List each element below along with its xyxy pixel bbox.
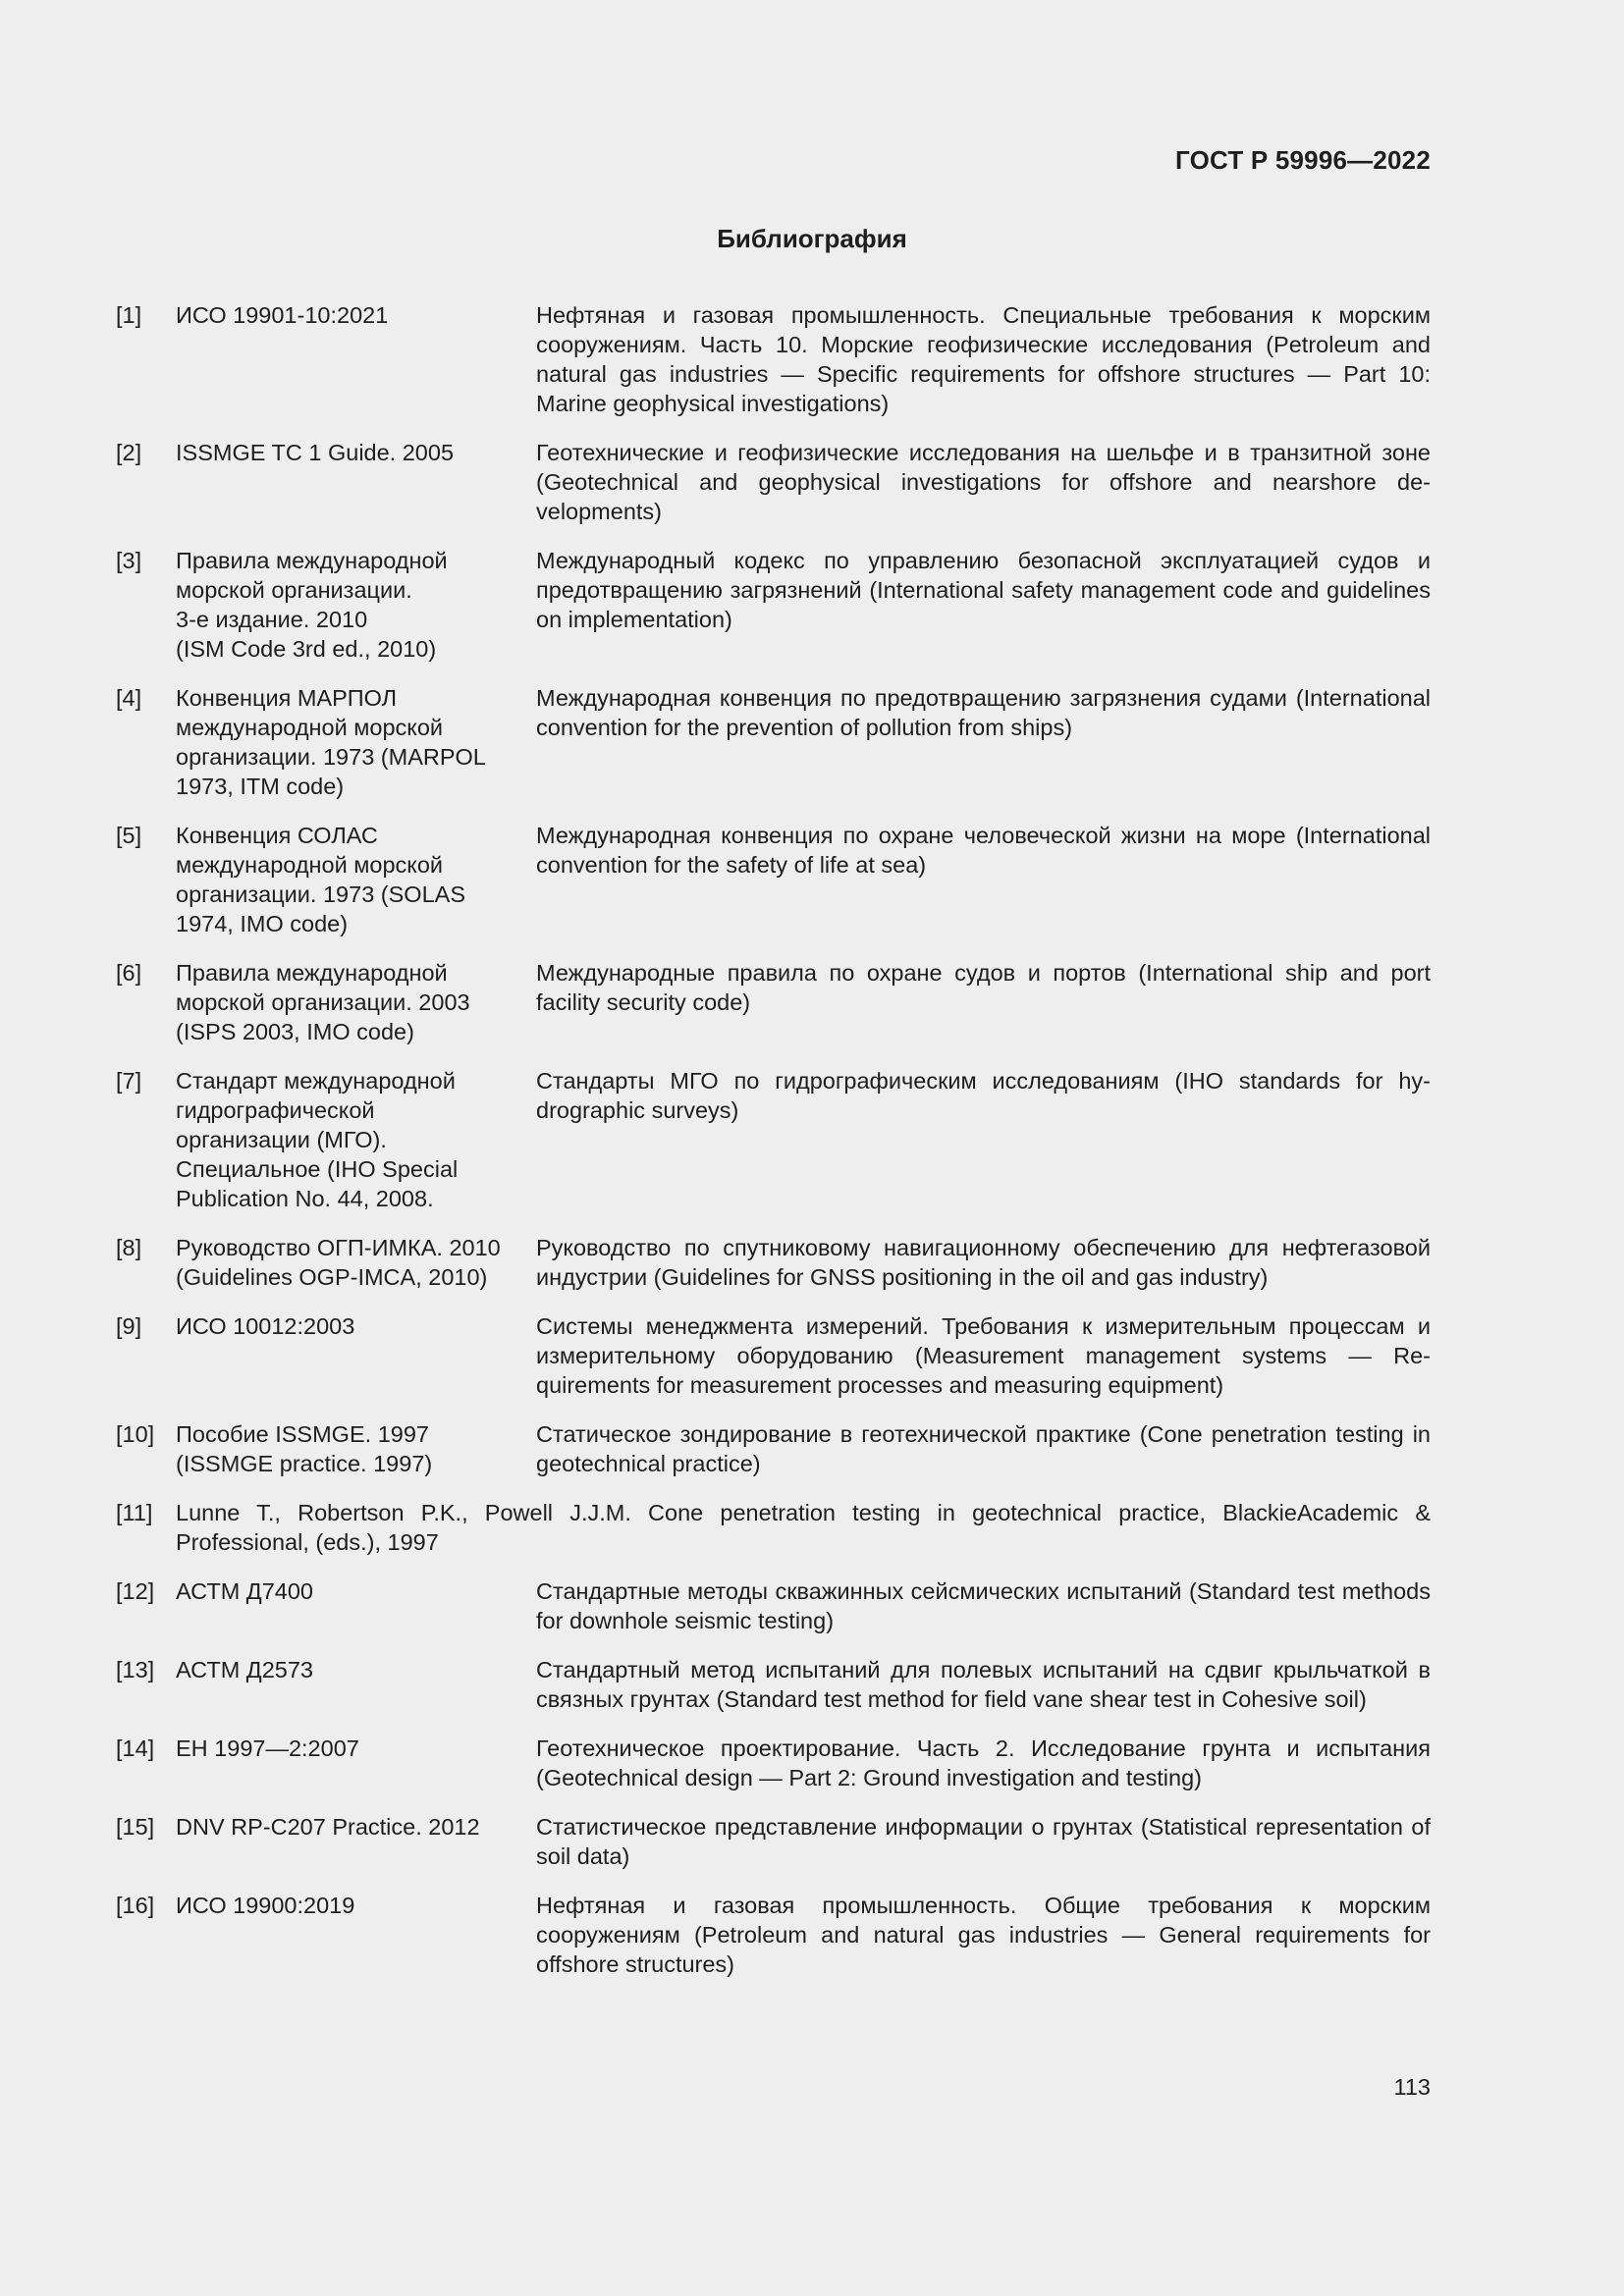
entry-description: Статическое зондирование в геотехнической практике (Cone penetration testing in geotechnical practice) (536, 1421, 1431, 1476)
bib-entry-6 (116, 958, 1431, 1046)
bib-entry-11 (116, 1498, 1431, 1557)
bib-entry-12 (116, 1576, 1431, 1635)
bib-entry-7 (116, 1066, 1431, 1213)
entry-code: ИСО 19901-10:2021 (176, 302, 389, 328)
entry-number: [12] (116, 1578, 155, 1604)
bibliography-list (116, 300, 1431, 1999)
entry-description: Системы менеджмента измерений. Требования к измерительным процессам и измерительному оборудованию (Measurement management systems — Requirements for measurement processes and measuring equipment) (536, 1313, 1431, 1398)
entry-code: Правила международной морской организации. 2003 (ISPS 2003, IMO code) (176, 960, 470, 1044)
entry-description: Международные правила по охране судов и портов (International ship and port facility security code) (536, 960, 1431, 1015)
entry-description: Нефтяная и газовая промышленность. Специальные требования к морским сооружениям. Часть 10. Морские геофизические исследования (Petroleum and natural gas industries — Specific requirements for offshore structures — Part 10: Marine geophysical investigations) (536, 302, 1431, 416)
entry-code: АСТМ Д2573 (176, 1657, 314, 1682)
entry-number: [9] (116, 1313, 142, 1339)
entry-number: [6] (116, 960, 142, 986)
entry-number: [3] (116, 548, 142, 573)
document-code: ГОСТ Р 59996—2022 (1175, 145, 1431, 175)
entry-number: [11] (116, 1500, 153, 1525)
entry-number: [1] (116, 302, 142, 328)
entry-code: ИСО 19900:2019 (176, 1893, 355, 1918)
bib-entry-10 (116, 1419, 1431, 1478)
bib-entry-1 (116, 300, 1431, 418)
entry-number: [14] (116, 1735, 155, 1761)
entry-code: Конвенция СОЛАС международной морской организации. 1973 (SOLAS 1974, IMO code) (176, 823, 465, 936)
entry-description: Статистическое представление информации о грунтах (Statistical representation of soil data) (536, 1814, 1431, 1869)
bib-entry-2 (116, 438, 1431, 526)
bib-entry-16 (116, 1891, 1431, 1979)
bib-entry-15 (116, 1812, 1431, 1871)
entry-description: Руководство по спутниковому навигационному обеспечению для нефтегазовой индустрии (Guidelines for GNSS positioning in the oil and gas industry) (536, 1235, 1431, 1290)
entry-description: Нефтяная и газовая промышленность. Общие требования к морским сооружениям (Petroleum and natural gas industries — General requirements for offshore structures) (536, 1893, 1431, 1977)
entry-description: Геотехническое проектирование. Часть 2. Исследование грунта и испытания (Geotechnical design — Part 2: Ground investigation and testing) (536, 1735, 1431, 1790)
entry-description: Геотехнические и геофизические исследования на шельфе и в транзитной зоне (Geotechnical and geophysical investigations for offshore and nearshore developments) (536, 440, 1431, 524)
entry-number: [10] (116, 1421, 155, 1447)
page-title: Библиография (717, 224, 907, 253)
bib-entry-13 (116, 1655, 1431, 1714)
entry-number: [15] (116, 1814, 155, 1840)
entry-full-reference: Lunne T., Robertson P.K., Powell J.J.M. Cone penetration testing in geotechnical practice, BlackieAcademic & Professional, (eds.), 1997 (176, 1500, 1431, 1555)
entry-number: [5] (116, 823, 142, 848)
entry-description: Международный кодекс по управлению безопасной эксплуатацией судов и предотвращению загрязнений (International safety management code and guidelines on implementation) (536, 548, 1431, 632)
entry-number: [7] (116, 1068, 142, 1094)
entry-number: [13] (116, 1657, 155, 1682)
entry-description: Международная конвенция по предотвращению загрязнения судами (International convention for the prevention of pollution from ships) (536, 685, 1431, 740)
bib-entry-5 (116, 821, 1431, 938)
entry-code: АСТМ Д7400 (176, 1578, 314, 1604)
entry-description: Стандарты МГО по гидрографическим исследованиям (IHO standards for hydrographic surveys) (536, 1068, 1431, 1123)
entry-code: Правила международной морской организации. 3-е издание. 2010 (ISM Code 3rd ed., 2010) (176, 548, 448, 662)
entry-number: [16] (116, 1893, 155, 1918)
page-number: 113 (1393, 2074, 1431, 2100)
entry-description: Стандартные методы скважинных сейсмических испытаний (Standard test methods for downhole seismic testing) (536, 1578, 1431, 1633)
entry-code: ЕН 1997—2:2007 (176, 1735, 359, 1761)
entry-code: Стандарт международной гидрографической организации (МГО). Специальное (IHO Special Publication No. 44, 2008. (176, 1068, 459, 1211)
entry-code: ISSMGE TC 1 Guide. 2005 (176, 440, 455, 465)
bib-entry-14 (116, 1734, 1431, 1792)
entry-code: ИСО 10012:2003 (176, 1313, 355, 1339)
bib-entry-9 (116, 1311, 1431, 1400)
entry-code: Руководство ОГП-ИМКА. 2010 (Guidelines OGP-IMCA, 2010) (176, 1235, 501, 1290)
entry-description: Стандартный метод испытаний для полевых испытаний на сдвиг крыльчаткой в связных грунтах (Standard test method for field vane shear test in Cohesive soil) (536, 1657, 1431, 1712)
entry-code: Конвенция МАРПОЛ международной морской организации. 1973 (MARPOL 1973, ITM code) (176, 685, 485, 799)
entry-number: [8] (116, 1235, 142, 1260)
bib-entry-3 (116, 546, 1431, 664)
entry-code: DNV RP-C207 Practice. 2012 (176, 1814, 480, 1840)
entry-code: Пособие ISSMGE. 1997 (ISSMGE practice. 1997) (176, 1421, 433, 1476)
bib-entry-8 (116, 1233, 1431, 1292)
bib-entry-4 (116, 683, 1431, 801)
entry-number: [2] (116, 440, 142, 465)
entry-description: Международная конвенция по охране человеческой жизни на море (International convention for the safety of life at sea) (536, 823, 1431, 878)
entry-number: [4] (116, 685, 142, 711)
